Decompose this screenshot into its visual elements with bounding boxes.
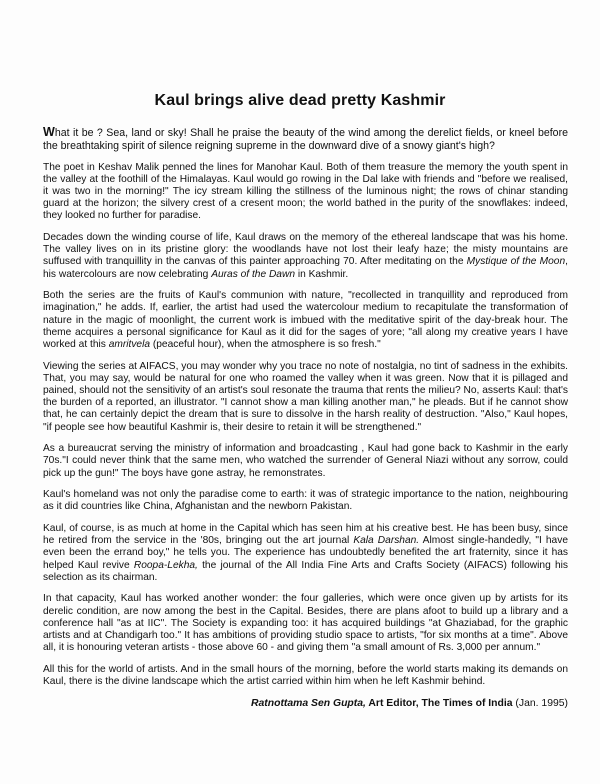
- paragraph-8: Kaul, of course, is as much at home in the Capital which has seen him at his creative best. He has been busy, since he retired from the service in the '80s, bringing out the art journal Kala Darshan. Almost single-handedly, "I have even been the errand boy," he tells you. The experience has undoubtedly benefited the art fraternity, since it has helped Kaul revive Roopa-Lekha, the journal of the All India Fine Arts and Crafts Society (AIFACS) following his selection as its chairman.: [43, 523, 568, 583]
- paragraph-9: In that capacity, Kaul has worked another wonder: the four galleries, which were once given up by artists for its derelic condition, are now among the best in the Capital. Besides, there are plans afoot to build up a library and a conference hall "as at IIC". The Society is expanding too: it has acquired buildings "at Ghaziabad, for the graphic artists and at Chandigarh too." It has ambitions of providing studio space to artists, "for six months at a time". Above all, it is honouring veteran artists - those above 60 - and giving them "a small amount of Rs. 3,000 per annum.": [43, 593, 568, 654]
- drop-cap: W: [43, 125, 55, 139]
- paragraph-7: Kaul's homeland was not only the paradise come to earth: it was of strategic importance to the nation, neighbouring as it did countries like China, Afghanistan and the newborn Pakistan.: [43, 489, 568, 513]
- paragraph-6: As a bureaucrat serving the ministry of information and broadcasting , Kaul had gone back to Kashmir in the early 70s."I could never think that the same men, who watched the surrender of General Niazi without any sorrow, could pick up the gun!" The boys have gone astray, he remonstrates.: [43, 443, 568, 479]
- publication-date: (Jan. 1995): [512, 697, 568, 709]
- author-name: Ratnottama Sen Gupta,: [251, 697, 366, 709]
- paragraph-5: Viewing the series at AIFACS, you may wonder why you trace no note of nostalgia, no tint of sadness in the exhibits. That, you may say, would be natural for one who roamed the valley when it was green. Now that it is pillaged and pained, should not the sensitivity of an artist's soul resonate the trauma that rents the milieu? No, asserts Kaul: that's the burden of a reported, an illustrator. "I cannot show a man killing another man," he pleads. But if he cannot show that, he can certainly depict the dream that is sure to dissolve in the harsh reality of destruction. "Also," Kaul hopes, "if people see how beautiful Kashmir is, their desire to retain it will be strengthened.": [43, 360, 568, 433]
- article-title: Kaul brings alive dead pretty Kashmir: [154, 92, 446, 109]
- byline: [43, 698, 568, 710]
- article-body: [43, 126, 568, 710]
- paragraph-3: Decades down the winding course of life, Kaul draws on the memory of the ethereal landscape that was his home. The valley lives on in its pristine glory: the woodlands have not lost their leafy haze; the misty mountains are suffused with tranquillity in the canvas of this painter approaching 70. After meditating on the Mystique of the Moon, his watercolours are now celebrating Auras of the Dawn in Kashmir.: [43, 231, 568, 280]
- author-role: Art Editor, The Times of India: [365, 697, 513, 709]
- paragraph-1: What it be ? Sea, land or sky! Shall he praise the beauty of the wind among the derelict fields, or kneel before the breathtaking spirit of silence reigning supreme in the downward dive of a snowy giant's high?: [43, 125, 568, 152]
- paragraph-10: All this for the world of artists. And in the small hours of the morning, before the world starts making its demands on Kaul, there is the divine landscape which the artist carried within him when he left Kashmir behind.: [43, 663, 568, 688]
- paragraph-2: The poet in Keshav Malik penned the lines for Manohar Kaul. Both of them treasure the memory the youth spent in the valley at the foothill of the Himalayas. Kaul would go rowing in the Dal lake with friends and "before we realised, it was two in the morning!" The icy stream killing the stillness of the luminous night; the rows of chinar standing guard at the horizon; the silvery crest of a cresent moon; the world bathed in the purity of the snowflakes: indeed, they looked no further for paradise.: [43, 161, 568, 222]
- paragraph-4: Both the series are the fruits of Kaul's communion with nature, "recollected in tranquillity and reproduced from imagination," he adds. If, earlier, the artist had used the watercolour medium to recapitulate the transformation of nature in the magic of moonlight, the current work is imbued with the meditative spirit of the day-break hour. The theme acquires a personal significance for Kaul as it did for the sages of yore; "all along my creative years I have worked at this amritvela (peaceful hour), when the atmosphere is so fresh.": [43, 290, 568, 350]
